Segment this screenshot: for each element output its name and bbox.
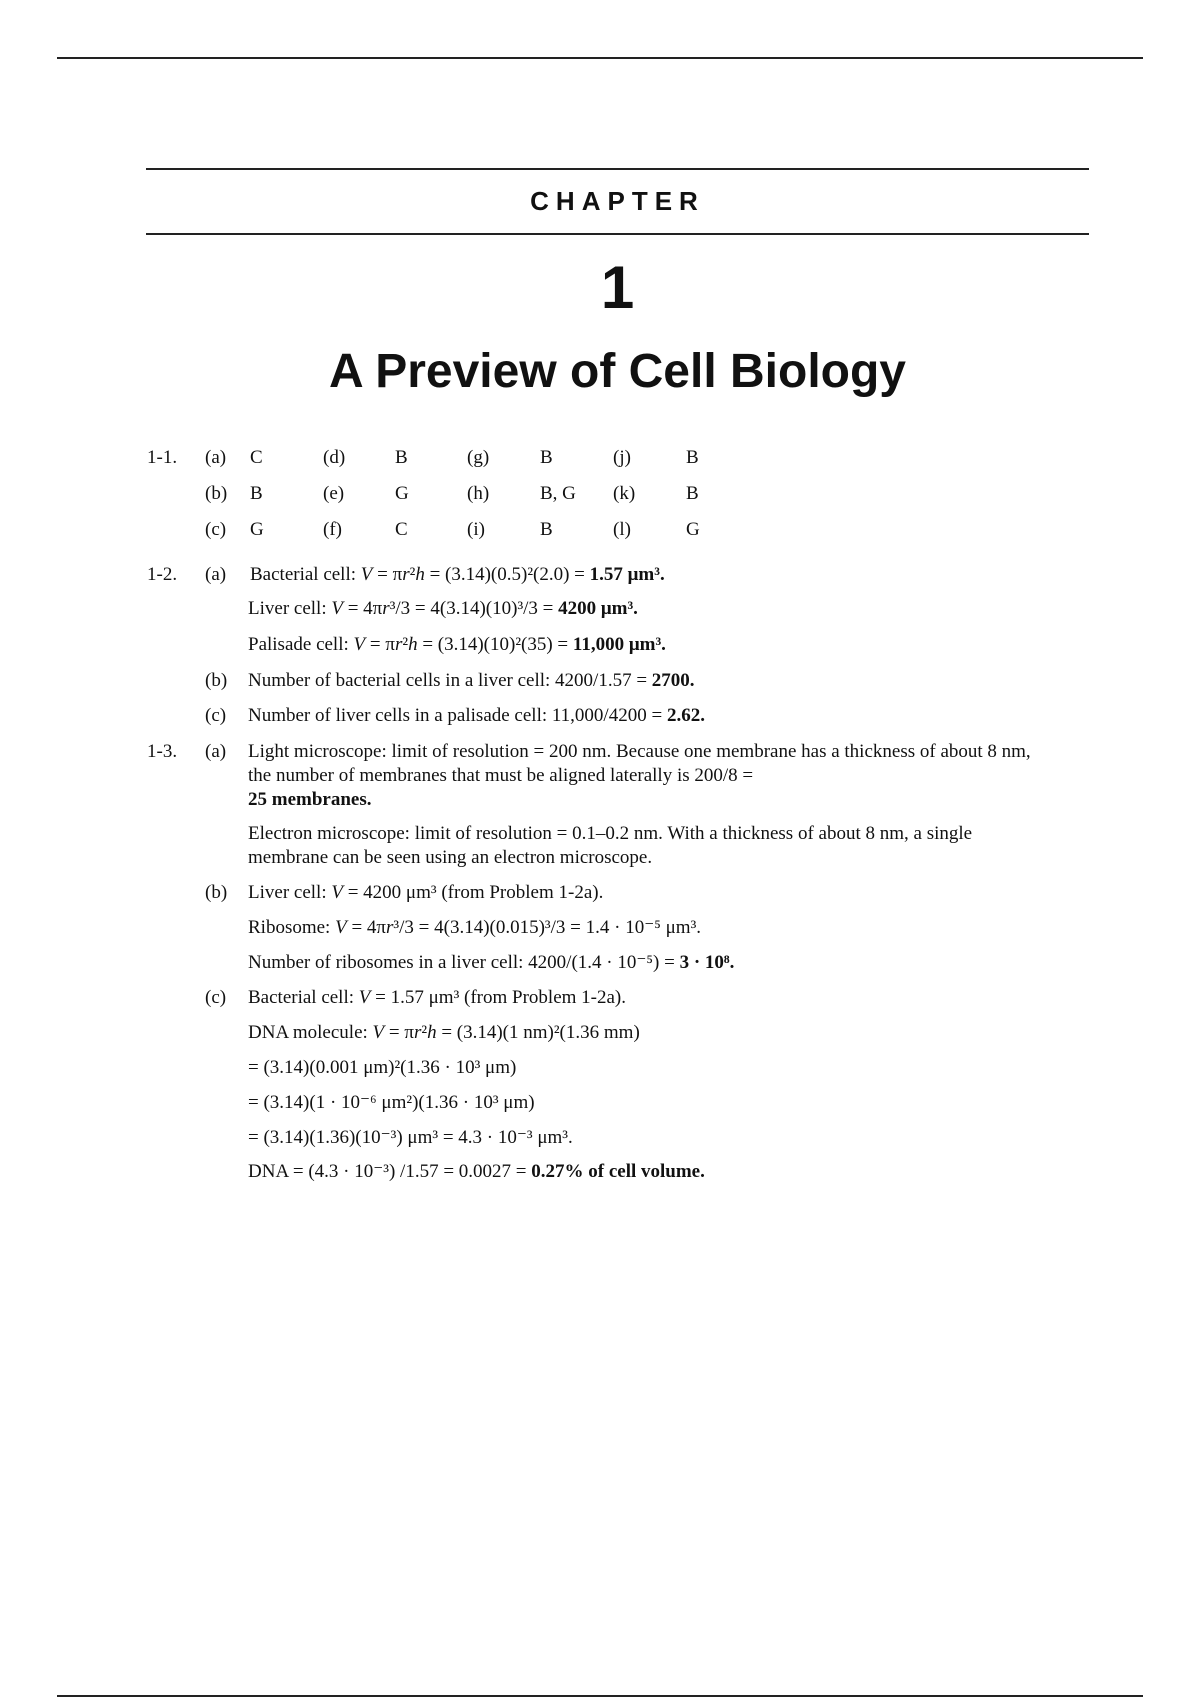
item-label: (c) — [205, 519, 227, 540]
item-answer: B — [686, 447, 699, 468]
part-label: (a) — [205, 564, 227, 585]
chapter-label: CHAPTER — [530, 186, 705, 216]
item-answer: G — [686, 519, 700, 540]
liver-cell-line: Liver cell: V = 4200 μm³ (from Problem 1-2a). — [248, 882, 604, 903]
part-label: (a) — [205, 741, 227, 762]
liver-volume-line: Liver cell: V = 4πr³/3 = 4(3.14)(10)³/3 = 4200 μm³. — [248, 598, 638, 619]
problem-number: 1-1. — [147, 447, 178, 468]
ribosome-count-result: 3 · 10⁸. — [679, 952, 735, 973]
palisade-volume-result: 11,000 μm³. — [572, 634, 666, 655]
item-label: (b) — [205, 483, 228, 504]
dna-fraction-result: 0.27% of cell volume. — [531, 1161, 705, 1182]
item-answer: G — [250, 519, 264, 540]
bacterial-volume-result: 1.57 μm³. — [589, 564, 665, 585]
light-microscope-paragraph: Light microscope: limit of resolution = 200 nm. Because one membrane has a thickness of about 8 nm, the number of membranes that must be aligned laterally is 200/8 = 25 membranes. — [248, 741, 1031, 810]
ribosome-count-line: Number of ribosomes in a liver cell: 4200/(1.4 · 10⁻⁵) = 3 · 10⁸. — [248, 952, 735, 973]
item-answer: B — [395, 447, 408, 468]
problem-number: 1-3. — [147, 741, 178, 762]
bacterial-volume-line: Bacterial cell: V = πr²h = (3.14)(0.5)²(2.0) = 1.57 μm³. — [250, 564, 665, 585]
part-label: (b) — [205, 882, 228, 903]
item-answer: C — [250, 447, 263, 468]
item-answer: B — [540, 519, 553, 540]
item-answer: G — [395, 483, 409, 504]
item-answer: B, G — [540, 483, 576, 504]
chapter-number: 1 — [600, 254, 635, 321]
part-label: (c) — [205, 705, 227, 726]
bacterial-count-result: 2700. — [651, 670, 695, 691]
item-label: (f) — [323, 519, 342, 540]
item-label: (h) — [467, 483, 490, 504]
chapter-rule-bottom — [146, 233, 1089, 235]
dna-calc-line-3: = (3.14)(1 · 10⁻⁶ μm²)(1.36 · 10³ μm) — [248, 1092, 535, 1113]
bacterial-cell-line: Bacterial cell: V = 1.57 μm³ (from Problem 1-2a). — [248, 987, 626, 1008]
item-label: (i) — [467, 519, 485, 540]
bacterial-count-line: Number of bacterial cells in a liver cell: 4200/1.57 = 2700. — [248, 670, 695, 691]
liver-volume-result: 4200 μm³. — [558, 598, 638, 619]
dna-fraction-line: DNA = (4.3 · 10⁻³) /1.57 = 0.0027 = 0.27% of cell volume. — [248, 1161, 705, 1182]
part-label: (c) — [205, 987, 227, 1008]
item-label: (d) — [323, 447, 346, 468]
membranes-result: 25 membranes. — [248, 789, 372, 810]
item-label: (l) — [613, 519, 631, 540]
page-bottom-rule — [57, 1695, 1143, 1697]
dna-molecule-line: DNA molecule: V = πr²h = (3.14)(1 nm)²(1.36 mm) — [248, 1022, 640, 1043]
liver-count-result: 2.62. — [666, 705, 705, 726]
page-top-rule — [57, 57, 1143, 59]
dna-calc-line-2: = (3.14)(0.001 μm)²(1.36 · 10³ μm) — [248, 1057, 517, 1078]
item-answer: C — [395, 519, 408, 540]
palisade-volume-line: Palisade cell: V = πr²h = (3.14)(10)²(35) = 11,000 μm³. — [248, 634, 666, 655]
item-label: (k) — [613, 483, 636, 504]
item-label: (j) — [613, 447, 631, 468]
liver-count-line: Number of liver cells in a palisade cell: 11,000/4200 = 2.62. — [248, 705, 705, 726]
item-answer: B — [250, 483, 263, 504]
item-answer: B — [686, 483, 699, 504]
item-answer: B — [540, 447, 553, 468]
ribosome-line: Ribosome: V = 4πr³/3 = 4(3.14)(0.015)³/3 = 1.4 · 10⁻⁵ μm³. — [248, 917, 702, 938]
item-label: (a) — [205, 447, 227, 468]
electron-microscope-paragraph: Electron microscope: limit of resolution = 0.1–0.2 nm. With a thickness of about 8 nm, a single membrane can be seen using an electron microscope. — [248, 823, 973, 868]
part-label: (b) — [205, 670, 228, 691]
dna-calc-line-4: = (3.14)(1.36)(10⁻³) μm³ = 4.3 · 10⁻³ μm³. — [248, 1127, 573, 1148]
item-label: (g) — [467, 447, 490, 468]
item-label: (e) — [323, 483, 345, 504]
chapter-title: A Preview of Cell Biology — [328, 345, 906, 398]
chapter-rule-top — [146, 168, 1089, 170]
problem-number: 1-2. — [147, 564, 178, 585]
